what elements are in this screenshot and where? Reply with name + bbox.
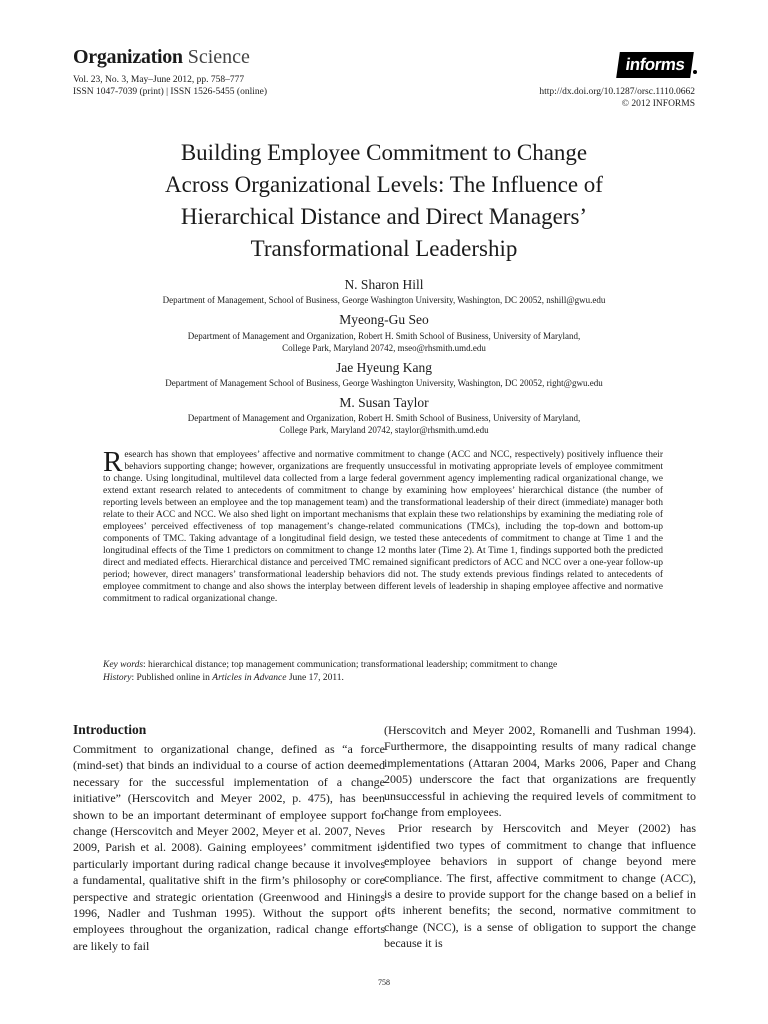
copyright: © 2012 INFORMS [621,99,695,109]
title-line: Hierarchical Distance and Direct Managers’ [180,204,588,229]
affiliation-line: Department of Management School of Business, George Washington University, Washington, DC 20052, right@gwu.edu [165,378,603,388]
abstract [103,446,663,605]
title-line: Across Organizational Levels: The Influence of [165,172,603,197]
volume-line: Vol. 23, No. 3, May–June 2012, pp. 758–777 [73,75,245,85]
author-affiliation [84,412,684,436]
volume-info [73,74,267,98]
author-name: M. Susan Taylor [339,395,429,410]
section-heading: Introduction [73,722,147,737]
informs-logo: informs [616,52,694,78]
author-name: Myeong-Gu Seo [339,312,429,327]
doi-link[interactable]: http://dx.doi.org/10.1287/orsc.1110.0662 [539,87,695,97]
affiliation-line: Department of Management and Organization, Robert H. Smith School of Business, University of Maryland, [187,413,581,423]
keywords-label: Key words [103,660,144,670]
body-paragraph: Prior research by Herscovitch and Meyer (2002) has identified two types of commitment to change that influence employee behaviors in support of change beyond mere compliance. The first, affective commitment to change (ACC), is a desire to provide support for the change based on a belief in its inherent benefits; the second, normative commitment to change (NCC), is a sense of obligation to support the change because it is [384,821,696,951]
journal-name-bold: Organization [73,46,183,68]
doi-block [539,86,695,110]
journal-name-light: Science [187,46,250,68]
author-affiliation [84,330,684,354]
body-paragraph: (Herscovitch and Meyer 2002, Romanelli and Tushman 1994). Furthermore, the disappointing results of many radical change implementations (Attaran 2004, Marks 2006, Paper and Chang 2005) underscore the fact that organizations are frequently unsuccessful in achieving the required levels of commitment to change from employees. [384,723,696,820]
author-affiliation [84,294,684,306]
history-text: Published online in [136,673,213,683]
page-number: 758 [378,978,390,987]
author-name: N. Sharon Hill [344,277,424,292]
keywords [103,659,673,671]
affiliation-line: College Park, Maryland 20742, mseo@rhsmith.umd.edu [282,343,486,353]
article-title [84,137,684,265]
affiliation-line: Department of Management, School of Business, George Washington University, Washington, DC 20052, nshill@gwu.edu [162,295,606,305]
body-right-column [384,722,696,952]
title-line: Transformational Leadership [250,236,518,261]
author-affiliation [84,377,684,389]
keywords-colon: : [143,660,149,670]
history-italic: Articles in Advance [212,673,287,683]
history-colon: : [131,673,137,683]
journal-masthead [73,46,250,68]
logo-dot [693,70,697,74]
keywords-text: hierarchical distance; top management communication; transformational leadership; commitment to change [148,660,558,670]
body-left-column [73,722,385,954]
history-label: History [103,673,132,683]
issn-line: ISSN 1047-7039 (print) | ISSN 1526-5455 (online) [73,87,268,97]
body-paragraph: Commitment to organizational change, defined as “a force (mind-set) that binds an individual to a course of action deemed necessary for the successful implementation of a change initiative” (Herscovitch and Meyer 2002, p. 475), has been shown to be an important determinant of employee support for change (Herscovitch and Meyer 2002, Meyer et al. 2007, Neves 2009, Parish et al. 2008). Gaining employees’ commitment is particularly important during radical change because it involves a fundamental, qualitative shift in the firm’s philosophy or core perspective and strategic orientation (Greenwood and Hinings 1996, Nadler and Tushman 1995). Without the support of employees throughout the organization, radical change efforts are likely to fail [73,742,385,953]
abstract-drop-cap: R [103,446,123,478]
title-line: Building Employee Commitment to Change [180,140,588,165]
affiliation-line: Department of Management and Organization, Robert H. Smith School of Business, University of Maryland, [187,331,581,341]
author-name: Jae Hyeung Kang [336,360,432,375]
history [103,672,673,684]
history-date: June 17, 2011. [286,673,344,683]
affiliation-line: College Park, Maryland 20742, staylor@rhsmith.umd.edu [279,425,489,435]
abstract-text: esearch has shown that employees’ affective and normative commitment to change (ACC and NCC, respectively) positively influence their behaviors supporting change; however, organizations are frequently unsuccessful in motivating appropriate levels of employee commitment to change. Using longitudinal, multilevel data collected from a large federal government agency implementing radical organizational change, we extend extant research related to antecedents of commitment to change by examining how employees’ hierarchical distance (the number of reporting levels between an employee and the top management team) and the transformational leadership of their direct (immediate) manager both relate to their ACC and NCC. We also shed light on important mechanisms that explain these two relationships by examining the mediating role of employees’ perceived effectiveness of top management’s change-related communications (TMCs), including the top-down and bottom-up components of TMC. Taking advantage of a longitudinal field design, we tested these antecedents of commitment to change at Time 1 and the longitudinal effects of the Time 1 predictors on commitment to change 12 months later (Time 2). At Time 1, findings supported both the predicted direct and mediated effects. Hierarchical distance and perceived TMC remained significant predictors of ACC and NCC over a one-year follow-up period; however, direct managers’ transformational leadership behaviors did not. The study extends previous findings related to antecedents of employee commitment to change and also shows the interplay between different levels of leadership in shaping employee affective and normative commitment to radical organizational change. [103,450,663,604]
